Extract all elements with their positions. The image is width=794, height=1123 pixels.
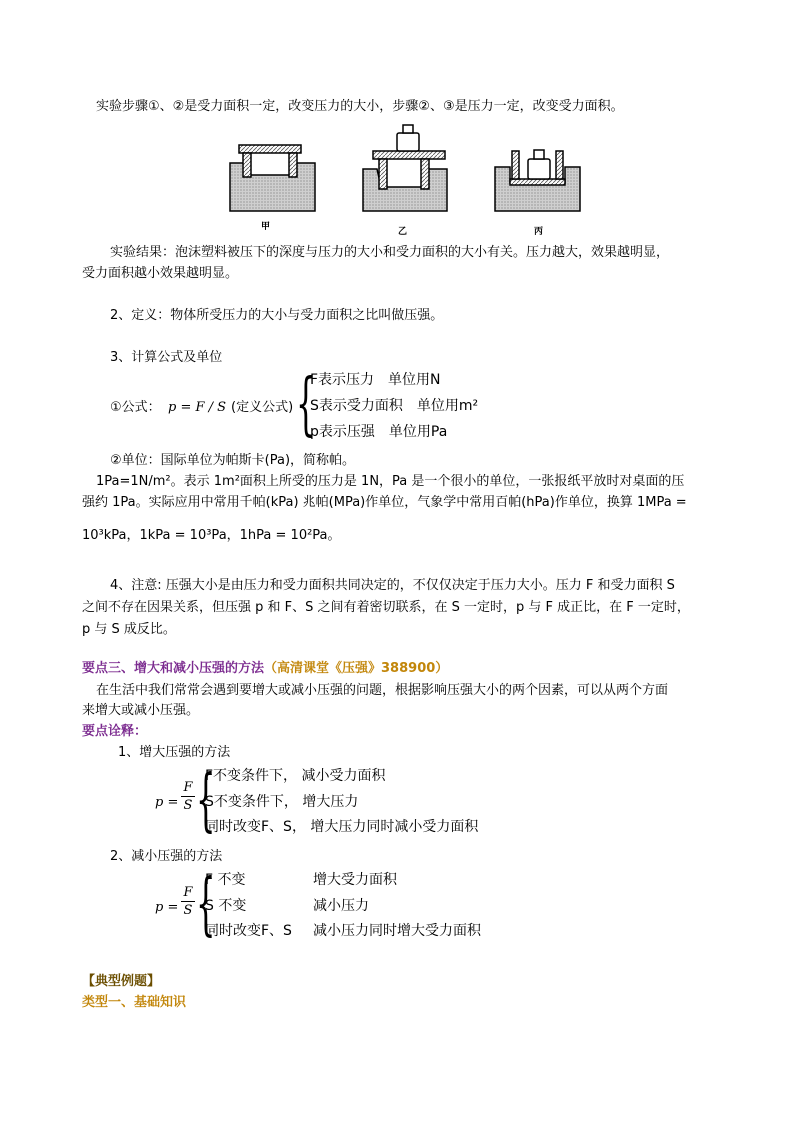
decrease-case-3-cond: 同时改变F、S [205, 923, 292, 939]
note-line-2: 之间不存在因果关系，但压强 p 和 F、S 之间有着密切联系，在 S 一定时，p 与 F 成正比，在 F 一定时， [82, 600, 690, 615]
brace-decrease: { [196, 865, 216, 944]
increase-fraction [181, 780, 195, 813]
brace-formula: { [296, 365, 316, 444]
decrease-frac-den: S [183, 903, 193, 918]
result-line-2: 受力面积越小效果越明显。 [82, 266, 239, 281]
type-one-heading: 类型一、基础知识 [82, 995, 187, 1010]
brace-increase: { [196, 761, 216, 840]
increase-case-2: S不变条件下， 增大压力 [205, 794, 359, 810]
decrease-case-1-effect: 增大受力面积 [313, 872, 397, 888]
figure-label-jia: 甲 [261, 222, 271, 232]
section-heading-title: 要点三、增大和减小压强的方法 [82, 661, 265, 676]
decrease-case-2-cond: S 不变 [205, 898, 247, 914]
section-heading-ref: （高清课堂《压强》388900） [264, 661, 449, 676]
increase-frac-num: F [183, 780, 193, 795]
increase-p-eq: p = [155, 795, 179, 810]
intro-line-1: 在生活中我们常常会遇到要增大或减小压强的问题，根据影响压强大小的两个因素，可以从两个方面 [96, 683, 669, 698]
formula-expression: p = F / S [168, 400, 227, 415]
figure-label-bing: 丙 [534, 227, 544, 237]
decrease-frac-num: F [183, 885, 193, 900]
figure-bing [495, 150, 580, 211]
formula-label: ①公式： [110, 400, 161, 415]
increase-case-3: 同时改变F、S， 增大压力同时减小受力面积 [205, 819, 479, 835]
experiment-figure [225, 123, 590, 235]
section-heading [82, 659, 448, 679]
intro-line-2: 来增大或减小压强。 [82, 703, 200, 718]
examples-heading: 【典型例题】 [82, 974, 161, 989]
decrease-case-3-effect: 减小压力同时增大受力面积 [313, 923, 481, 939]
decrease-fraction [181, 885, 195, 918]
result-line-1: 实验结果：泡沫塑料被压下的深度与压力的大小和受力面积的大小有关。压力越大，效果越明显， [110, 245, 670, 260]
increase-frac-den: S [183, 798, 193, 813]
decrease-p-eq: p = [155, 900, 179, 915]
case-F: F表示压力 单位用N [310, 372, 441, 388]
formula-title: 3、计算公式及单位 [110, 350, 223, 365]
explain-heading: 要点诠释： [82, 724, 148, 739]
definition-text: 2、定义：物体所受压力的大小与受力面积之比叫做压强。 [110, 308, 444, 323]
unit-line: ②单位：国际单位为帕斯卡(Pa)，简称帕。 [110, 453, 356, 468]
note-line-1: 4、注意: 压强大小是由压力和受力面积共同决定的，不仅仅决定于压力大小。压力 F 和受力面积 S [110, 578, 675, 593]
case-S: S表示受力面积 单位用m² [310, 398, 479, 414]
case-p: p表示压强 单位用Pa [310, 424, 448, 440]
pa-line-3: 10³kPa，1kPa = 10³Pa，1hPa = 10²Pa。 [82, 528, 341, 543]
figure-label-yi: 乙 [398, 227, 408, 237]
increase-case-1: F不变条件下， 减小受力面积 [205, 768, 386, 784]
steps-text: 实验步骤①、②是受力面积一定，改变压力的大小，步骤②、③是压力一定，改变受力面积。 [96, 99, 624, 114]
decrease-case-1-cond: F 不变 [205, 872, 246, 888]
increase-title: 1、增大压强的方法 [118, 745, 231, 760]
figure-jia [230, 145, 315, 211]
formula-note: (定义公式) [231, 400, 294, 415]
figure-yi [363, 125, 447, 211]
pa-line-2: 强约 1Pa。实际应用中常用千帕(kPa) 兆帕(MPa)作单位，气象学中常用百帕(hPa)作单位，换算 1MPa = [82, 495, 687, 510]
note-line-3: p 与 S 成反比。 [82, 622, 176, 637]
pa-line-1: 1Pa=1N/m²。表示 1m²面积上所受的压力是 1N，Pa 是一个很小的单位，一张报纸平放时对桌面的压 [96, 474, 685, 489]
decrease-title: 2、减小压强的方法 [110, 849, 223, 864]
decrease-case-2-effect: 减小压力 [313, 898, 369, 914]
